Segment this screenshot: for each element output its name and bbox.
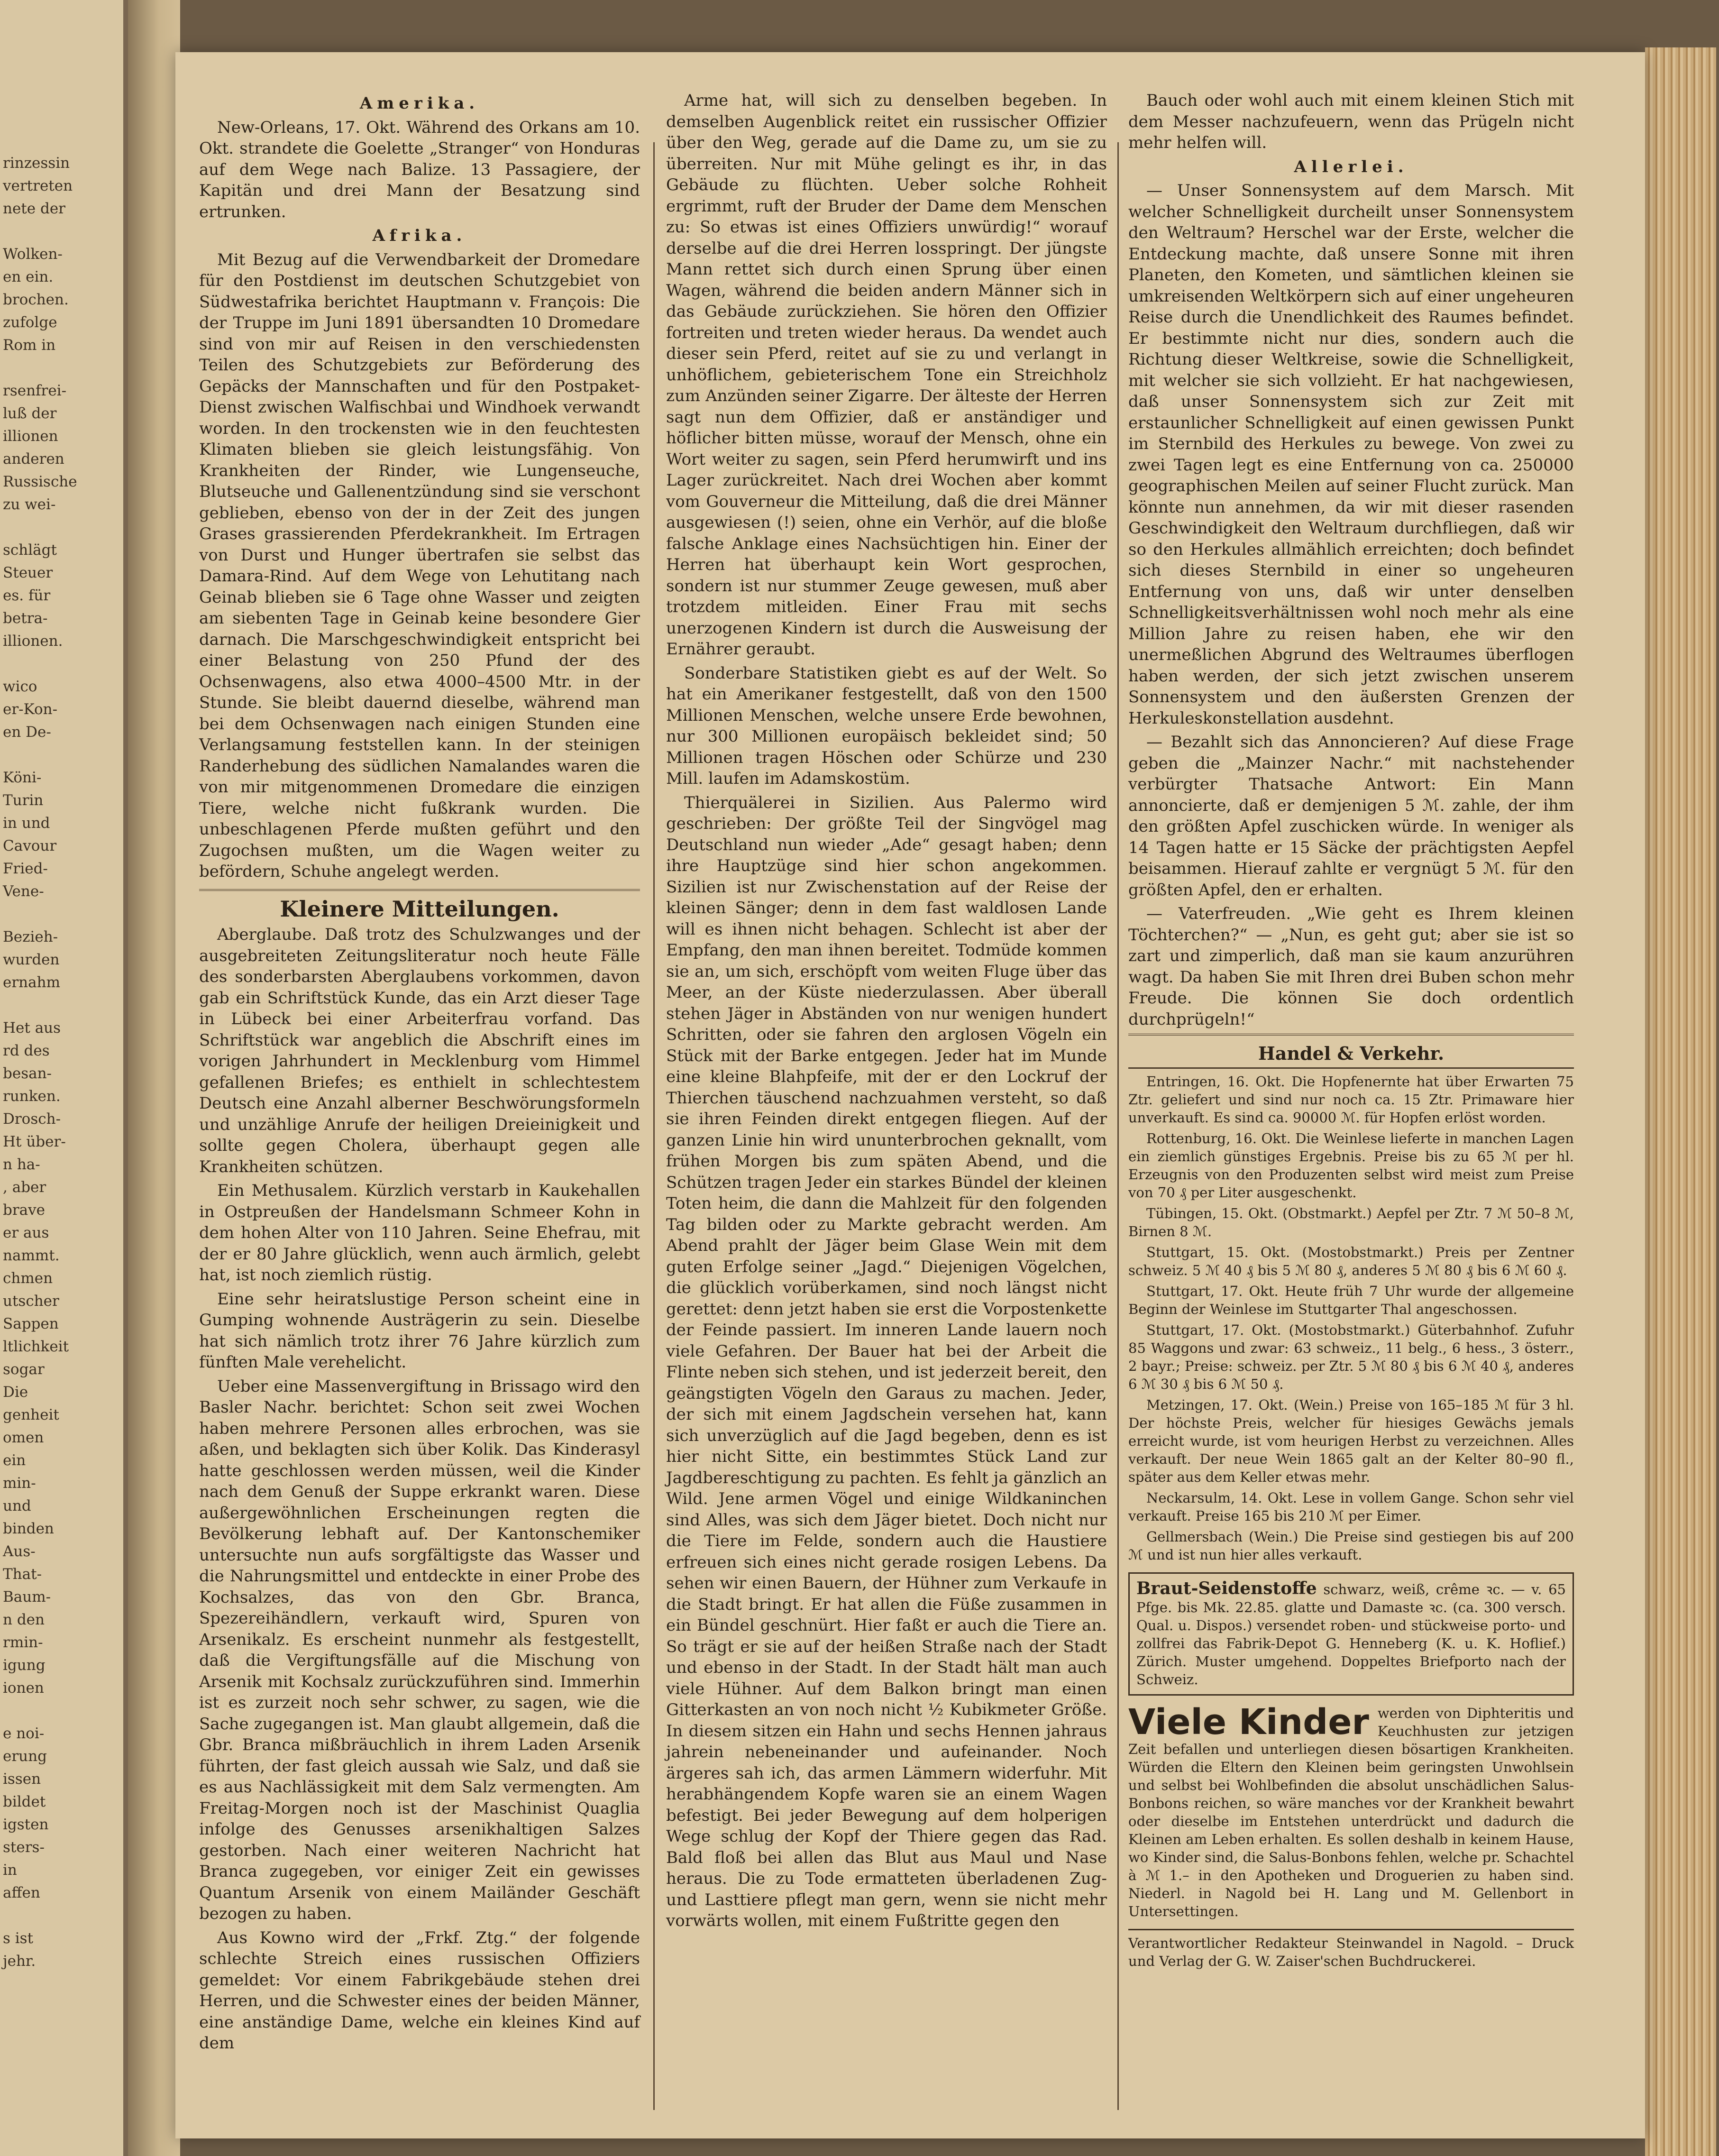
amerika-heading: Amerika.: [359, 94, 480, 113]
market-report: Stuttgart, 15. Okt. (Mostobstmarkt.) Preis per Zentner schweiz. 5 ℳ 40 ₰ bis 5 ℳ 80 ₰, anderes 5 ℳ 80 ₰ bis 6 ℳ 60 ₰.: [1128, 1244, 1574, 1278]
column-rule: [1117, 142, 1119, 2110]
left-page-fragment: [0, 0, 128, 2156]
market-report: Gellmersbach (Wein.) Die Preise sind gestiegen bis auf 200 ℳ und ist nun hier alles verkauft.: [1128, 1528, 1574, 1563]
market-report: Stuttgart, 17. Okt. Heute früh 7 Uhr wurde der allgemeine Beginn der Weinlese im Stuttgarter Thal angeschossen.: [1128, 1283, 1574, 1317]
article-methusalem: Ein Methusalem. Kürzlich verstarb in Kaukehallen in Ostpreußen der Handelsmann Schmeer Kohn in dem hohen Alter von 110 Jahren. Seine Ehefrau, mit der er 80 Jahre glücklich, wenn auch ärmlich, gelebt hat, ist noch ziemlich rüstig.: [199, 1181, 640, 1284]
advert-text: werden von Diphteritis und Keuchhusten zur jetzigen Zeit befallen und unterliegen diesen bösartigen Krankheiten. Würden die Eltern den Kleinen beim geringsten Unwohlsein und selbst bei Wohlbefinden die absolut unschädlichen Salus-Bonbons reichen, so wäre manches vor der Krankheit bewahrt oder dieselbe im Entstehen unterdrückt und dadurch die Kleinen am Leben erhalten. Es sollen deshalb in keinem Hause, wo Kinder sind, die Salus-Bonbons fehlen, welche pr. Schachtel à ℳ 1.– in den Apotheken und Droguerien zu haben sind. Niederl. in Nagold bei H. Lang und M. Gellenbort in Untersettingen.: [1128, 1705, 1574, 1919]
market-report: Neckarsulm, 14. Okt. Lese in vollem Gange. Schon sehr viel verkauft. Preise 165 bis 210 ℳ per Eimer.: [1128, 1489, 1574, 1524]
market-report: Entringen, 16. Okt. Die Hopfenernte hat über Erwarten 75 Ztr. geliefert und sind nur noch ca. 15 Ztr. Primaware hier unverkauft. Es sind ca. 90000 ℳ. für Hopfen erlöst worden.: [1128, 1073, 1574, 1126]
column-3: [1128, 90, 1574, 1970]
advert-viele-kinder: [1128, 1701, 1574, 1920]
article-kowno-cont: Arme hat, will sich zu denselben begeben. In demselben Augenblick reitet ein russischer Offizier über den Weg, gerade auf die Dame zu, um sie zu überreiten. Nur mit Mühe gelingt es ihr, in das Gebäude zu flüchten. Ueber solche Rohheit ergrimmt, ruft der Bruder der Dame dem Menschen zu: So etwas ist eines Offiziers unwürdig!“ worauf derselbe auf die drei Herren losspringt. Der jüngste Mann rettet sich durch einen Sprung über einen Wagen, während die beiden andern Männer sich in das Gebäude zurückziehen. Sie hören den Offizier fortreiten und treten wieder heraus. Da wendet auch dieser sein Pferd, reitet auf sie zu und verlangt in unhöflichem, gebieterischem Tone ein Streichholz zum Anzünden seiner Zigarre. Der älteste der Herren sagt nun dem Offizier, daß er anständiger und höflicher bitten müsse, worauf der Mensch, ohne ein Wort weiter zu sagen, sein Pferd herumwirft und ins Lager zurückreitet. Nach drei Wochen aber kommt vom Gouverneur die Mitteilung, daß die drei Männer ausgewiesen (!) seien, ohne ein Verhör, auf die bloße falsche Anklage eines Nachsüchtigen hin. Einer der Herren hat überhaupt kein Wort gesprochen, sondern ist nur stummer Zeuge gewesen, muß aber trotzdem mitleiden. Einer Frau mit sechs unerzogenen Kindern ist durch die Ausweisung der Ernährer geraubt.: [666, 91, 1107, 659]
article-vaterfreuden: — Vaterfreuden. „Wie geht es Ihrem kleinen Töchterchen?“ — „Nun, es geht gut; aber sie ist so zart und zimperlich, daß man sie kaum anzurühren wagt. Da haben Sie mit Ihren drei Buben schon mehr Freude. Die können Sie doch ordentlich durchprügeln!“: [1128, 904, 1574, 1029]
market-report: Metzingen, 17. Okt. (Wein.) Preise von 165–185 ℳ für 3 hl. Der höchste Preis, welcher für hiesiges Gewächs jemals erreicht wurde, ist vom heurigen Herbst zu verzeichnen. Alles verkauft. Der neue Wein 1865 galt an der Kelter 80–90 fl., später aus dem Keller etwas mehr.: [1128, 1396, 1574, 1485]
allerlei-heading: Allerlei.: [1294, 157, 1408, 176]
market-report: Stuttgart, 17. Okt. (Mostobstmarkt.) Güterbahnhof. Zufuhr 85 Waggons und zwar: 63 schweiz., 11 belg., 6 hess., 3 österr., 2 bayr.; Preise: schweiz. per Ztr. 5 ℳ 80 ₰ bis 6 ℳ 40 ₰, anderes 6 ℳ 30 ₰ bis 6 ℳ 50 ₰.: [1128, 1321, 1574, 1392]
article-annoncieren: — Bezahlt sich das Annoncieren? Auf diese Frage geben die „Mainzer Nachr.“ mit nachstehender verbürgter Thatsache Antwort: Ein Mann annoncierte, daß er demjenigen 5 ℳ. zahle, der ihm den größten Apfel zuschicken würde. In weniger als 14 Tagen hatte er 15 Säcke der prächtigsten Aepfel beisammen. Hierauf zahlte er vergnügt 5 ℳ. für den größten Apfel, den er erhalten.: [1128, 733, 1574, 899]
column-1: [199, 90, 640, 2057]
article-heiratslustig: Eine sehr heiratslustige Person scheint eine in Gumping wohnende Austrägerin zu sein. Dieselbe hat sich nämlich trotz ihrer 76 Jahre kürzlich zum fünften Male verehelicht.: [199, 1289, 640, 1372]
imprint-footer: Verantwortlicher Redakteur Steinwandel in Nagold. – Druck und Verlag der G. W. Zaiser'schen Buchdruckerei.: [1128, 1929, 1574, 1970]
article-statistiken: Sonderbare Statistiken giebt es auf der Welt. So hat ein Amerikaner festgestellt, daß von den 1500 Millionen Menschen, welche unsere Erde bewohnen, nur 300 Millionen europäisch bekleidet sind; 50 Millionen tragen Höschen oder Schürze und 230 Mill. laufen im Adamskostüm.: [666, 663, 1107, 788]
article-kowno: Aus Kowno wird der „Frkf. Ztg.“ der folgende schlechte Streich eines russischen Offiziers gemeldet: Vor einem Fabrikgebäude stehen drei Herren, und die Schwester eines der beiden Männer, eine anständige Dame, welche ein kleines Kind auf dem: [199, 1928, 640, 2053]
advert-braut-seidenstoffe: [1128, 1572, 1574, 1696]
left-page-text: rinzessin vertreten nete der Wolken- en ein. brochen. zufolge Rom in rsenfrei- luß der illionen anderen Russische zu wei- schlägt Steuer es. für betra- illionen. wico er-Kon- en De- Köni- Turin in und Cavour Fried- Vene- Bezieh- wurden ernahm Het aus rd des besan- runken. Drosch- Ht über- n ha- , aber brave er aus nammt. chmen utscher Sappen ltlichkeit sogar Die genheit omen ein min- und binden Aus- That- Baum- n den rmin- igung ionen e noi- erung issen bildet igsten sters- in affen s ist jehr.: [3, 155, 77, 1970]
article-amerika: New-Orleans, 17. Okt. Während des Orkans am 10. Okt. strandete die Goelette „Stranger“ von Honduras auf dem Wege nach Balize. 13 Passagiere, der Kapitän und drei Mann der Besatzung sind ertrunken.: [199, 118, 640, 221]
kleinere-mitteilungen-heading: Kleinere Mitteilungen.: [199, 889, 640, 920]
article-thierquaelerei-end: Bauch oder wohl auch mit einem kleinen Stich mit dem Messer nachzufeuern, wenn das Prügeln nicht mehr helfen will.: [1128, 91, 1574, 152]
article-sonnensystem: — Unser Sonnensystem auf dem Marsch. Mit welcher Schnelligkeit durcheilt unser Sonnensystem den Weltraum? Herschel war der Erste, welcher die Entdeckung machte, daß unsere Sonne mit ihren Planeten, den Kometen, und sämtlichen kleinen sie umkreisenden Weltkörpern sich auf einer ungeheuren Reise durch die Unendlichkeit des Raumes befindet. Er bestimmte nicht nur dies, sondern auch die Richtung dieser Weltkreise, sowie die Schnelligkeit, mit welcher sie sich vollzieht. Er hat nachgewiesen, daß unser Sonnensystem sich zur Zeit mit erstaunlicher Schnelligkeit auf einen gewissen Punkt im Sternbild des Herkules zu bewege. Von zwei zu zwei Tagen legt es eine Entfernung von ca. 250000 geographischen Meilen auf seiner Flucht zurück. Man könnte nun annehmen, da wir mit dieser rasenden Geschwindigkeit den Weltraum durchfliegen, daß wir so den Herkules allmählich erreichten; doch befindet sich dieses Sternbild in einer so ungeheuren Entfernung von uns, daß wir unter denselben Schnelligkeitsverhältnissen wohl noch mehr als eine Million Jahre zu reisen haben, ehe wir den unermeßlichen Abgrund des Weltraumes überflogen haben werden, der sich jetzt zwischen unserem Sonnensystem und den äußersten Grenzen der Herkuleskonstellation ausdehnt.: [1128, 181, 1574, 728]
column-rule: [653, 142, 655, 2110]
column-2: [666, 90, 1107, 1935]
market-report: Rottenburg, 16. Okt. Die Weinlese lieferte in manchen Lagen ein ziemlich günstiges Ergebnis. Preise bis zu 65 ℳ per hl. Erzeugnis von den Produzenten selbst wird meist zum Preise von 70 ₰ per Liter ausgeschenkt.: [1128, 1130, 1574, 1201]
advert-text: schwarz, weiß, crême ꝛc. — v. 65 Pfge. bis Mk. 22.85. glatte und Damaste ꝛc. (ca. 300 versch. Qual. u. Dispos.) versendet roben- und stückweise porto- und zollfrei das Fabrik-Depot G. Henneberg (K. u. K. Hoflief.) Zürich. Muster umgehend. Doppeltes Briefporto nach der Schweiz.: [1136, 1581, 1566, 1688]
handel-verkehr-heading: Handel & Verkehr.: [1128, 1034, 1574, 1069]
article-aberglaube: Aberglaube. Daß trotz des Schulzwanges und der ausgebreiteten Zeitungsliteratur noch heute Fälle des sonderbarsten Aberglaubens vorkommen, davon gab ein Schriftstück Kunde, das ein Arzt dieser Tage in Lübeck bei einer Arbeiterfrau vorfand. Das Schriftstück war angeblich die Abschrift eines im vorigen Jahrhundert in Mecklenburg vom Himmel gefallenen Briefes; es enthielt in schlechtestem Deutsch eine Anzahl alberner Beschwörungsformeln und unzählige Anrufe der heiligen Dreieinigkeit und sollte gegen Cholera, überhaupt gegen alle Krankheiten schützen.: [199, 925, 640, 1176]
market-report: Tübingen, 15. Okt. (Obstmarkt.) Aepfel per Ztr. 7 ℳ 50–8 ℳ, Birnen 8 ℳ.: [1128, 1205, 1574, 1239]
advert-headline: Viele Kinder: [1128, 1701, 1369, 1743]
advert-title: Braut-Seidenstoffe: [1136, 1578, 1317, 1598]
book-gutter: [128, 0, 180, 2156]
afrika-heading: Afrika.: [372, 226, 467, 245]
book-page-edge: [1645, 47, 1716, 2156]
article-massenvergiftung: Ueber eine Massenvergiftung in Brissago wird den Basler Nachr. berichtet: Schon seit zwei Wochen haben mehrere Personen alles erbrochen, was sie aßen, und beklagten sich über Kolik. Das Kinderasyl hatte geschlossen werden müssen, weil die Kinder nach dem Genuß der Suppe erkrankt waren. Diese außergewöhnlichen Erscheinungen regten die Bevölkerung lebhaft auf. Der Kantonschemiker untersuchte nun aufs sorgfältigste das Wasser und die Nahrungsmittel und entdeckte in einer Probe des Kochsalzes, das von den Gbr. Branca, Spezereihändlern, verkauft wird, Spuren von Arsenikalz. Es erscheint nunmehr als festgestellt, daß die Vergiftungsfälle auf die Mischung von Arsenik mit Kochsalz zurückzuführen sind. Immerhin ist es zurzeit noch sehr schwer, zu sagen, wie die Sache zugegangen ist. Man glaubt allgemein, daß die Gbr. Branca mißbräuchlich in ihrem Laden Arsenik führten, der fast gleich aussah wie Salz, und daß sie es aus Nachlässigkeit mit dem Salz vermengten. Am Freitag-Morgen noch ist der Maschinist Quaglia infolge des Genusses arsenikhaltigen Salzes gestorben. Nach einer weiteren Nachricht hat Branca zugegeben, vor einiger Zeit ein gewisses Quantum Arsenik von einem Mailänder Geschäft bezogen zu haben.: [199, 1376, 640, 1923]
article-thierquaelerei: Thierquälerei in Sizilien. Aus Palermo wird geschrieben: Der größte Teil der Singvögel mag Deutschland nun wieder „Ade“ gesagt haben; denn ihre Hauptzüge sind hier schon angekommen. Sizilien ist nur Zwischenstation auf der Reise der kleinen Sänger; denn in dem fast waldlosen Lande will es ihnen nicht behagen. Schlecht ist aber der Empfang, den man ihnen bereitet. Todmüde kommen sie an, um sich, erschöpft vom weiten Fluge über das Meer, an der Küste niederzulassen. Aber überall stehen Jäger in Abständen von nur wenigen hundert Schritten, oder sie fahren den arglosen Vögeln ein Stück mit der Barke entgegen. Jeder hat im Munde eine kleine Blahpfeife, mit der er den Lockruf der Thierchen täuschend nachzuahmen versteht, so daß sie ihren Feinden direkt entgegen fliegen. Auf der ganzen Linie hin wird ununterbrochen geknallt, vom frühen Morgen bis zum späten Abend, und die Schützen tragen Jeder ein starkes Bündel der kleinen Toten heim, die dann die Mahlzeit für den folgenden Tag bilden oder zu Markte gebracht werden. Am Abend prahlt der Jäger beim Glase Wein mit dem guten Erfolge seiner „Jagd.“ Diejenigen Vögelchen, die glücklich vorüberkamen, sind noch längst nicht gerettet: denn jetzt haben sie erst die Vorpostenkette der Feinde passiert. Im inneren Lande lauern noch viele Gefahren. Der Bauer hat bei der Arbeit die Flinte neben sich stehen, und ist jederzeit bereit, den geängstigten Vögeln den Garaus zu machen. Jeder, der sich mit einem Jagdschein versehen hat, kann sich unverzüglich auf die Jagd begeben, denn es ist hier nicht Sitte, ein bestimmtes Stück Land zur Jagdbereschtigung zu pachten. Es fehlt ja gänzlich an Wild. Jene armen Vögel und einige Wildkaninchen sind Alles, was sich dem Jäger bietet. Doch nicht nur die Tiere im Felde, sondern auch die Haustiere erfreuen sich eines nicht gerade rosigen Lebens. Da sehen wir einen Bauern, der Hühner zum Verkaufe in die Stadt bringt. Er hat allen die Füße zusammen in ein Bündel geschnürt. Hier faßt er auch die Tiere an. So trägt er sie auf der heißen Straße nach der Stadt und ebenso in der Stadt. In der Stadt hält man auch viele Hühner. Auf dem Balkon bringt man einen Gitterkasten an von noch nicht ½ Kubikmeter Größe. In diesem sitzen ein Hahn und sechs Hennen jahraus jahrein nebeneinander und aufeinander. Noch ärgeres sah ich, das armen Lämmern widerfuhr. Mit herabhängendem Kopfe waren sie an einem Wagen befestigt. Bei jeder Bewegung auf dem holperigen Wege schlug der Kopf der Thiere gegen das Rad. Bald floß bei allen das Blut aus Maul und Nase heraus. Die zu Tode ermatteten überladenen Zug- und Lasttiere pflegt man gern, wenn sie nicht mehr vorwärts wollen, mit einem Fußtritte gegen den: [666, 793, 1107, 1930]
article-afrika: Mit Bezug auf die Verwendbarkeit der Dromedare für den Postdienst im deutschen Schutzgebiet von Südwestafrika berichtet Hauptmann v. François: Die der Truppe im Juni 1891 übersandten 10 Dromedare sind von mir auf Reisen in den verschiedensten Teilen des Schutzgebiets zur Beförderung des Gepäcks der Mannschaften und für den Postpaket-Dienst zwischen Walfischbai und Windhoek verwandt worden. In den trockensten wie in den feuchtesten Klimaten blieben sie gleich leistungsfähig. Von Krankheiten der Rinder, wie Lungenseuche, Blutseuche und Gallenentzündung sind sie verschont geblieben, ebenso von der in der Zeit des jungen Grases grassierenden Pferdekrankheit. Im Ertragen von Durst und Hunger übertrafen sie selbst das Damara-Rind. Auf dem Wege von Lehutitang nach Geinab blieben sie 6 Tage ohne Wasser und zeigten am siebenten Tage in Geinab keine besondere Gier darnach. Die Marschgeschwindigkeit entspricht bei einer Belastung von 250 Pfund der des Ochsenwagens, also etwa 4000–4500 Mtr. in der Stunde. Sie bleibt dauernd dieselbe, während man bei dem Ochsenwagen nach einigen Stunden eine Verlangsamung feststellen kann. In der steinigen Randerhebung des südlichen Namalandes waren die von mir mitgenommenen Dromedare die einzigen Tiere, welche nicht fußkrank wurden. Die unbeschlagenen Pferde mußten geführt und den Zugochsen mußten, um die Wagen weiter zu befördern, Schuhe angelegt werden.: [199, 250, 640, 881]
